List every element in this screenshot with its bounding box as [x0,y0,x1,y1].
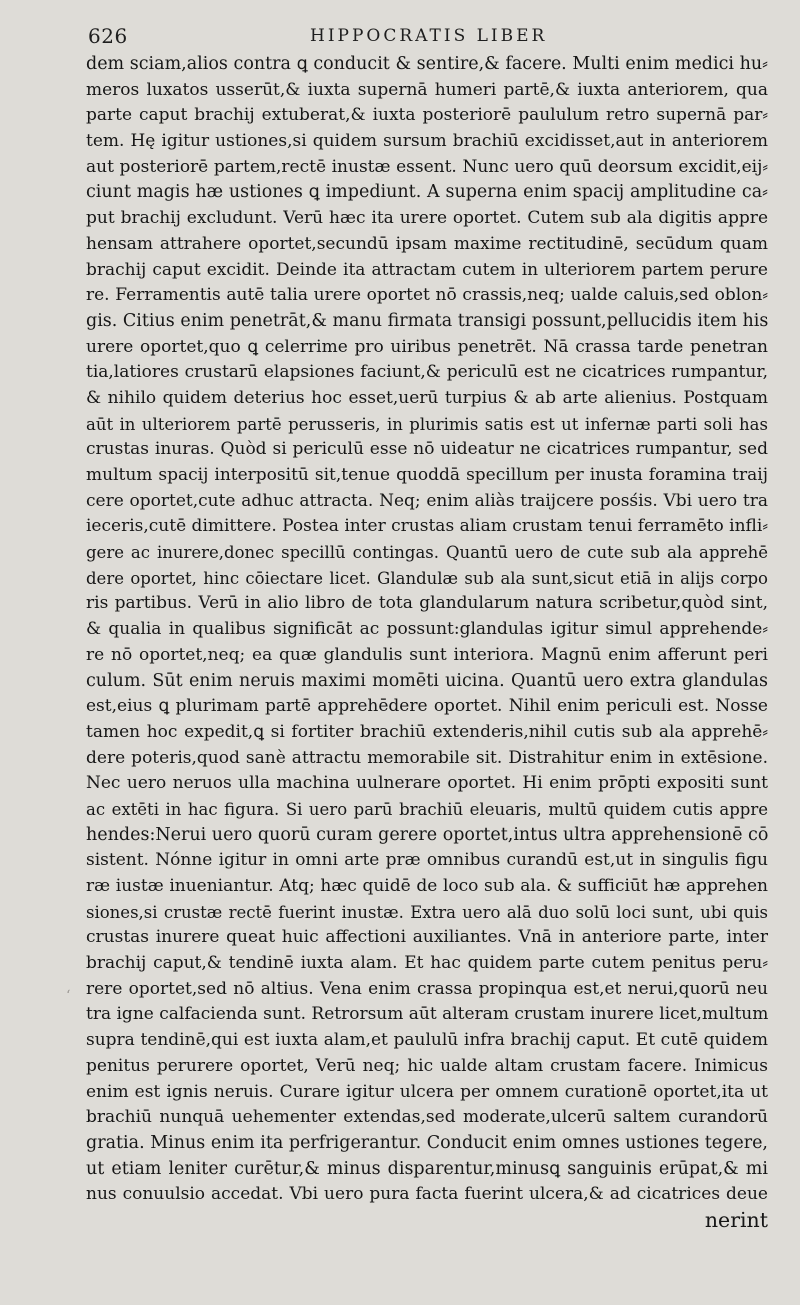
text-line: ut etiam leniter curētur,& minus disparentur,minusꝗ sanguinis erūpat,& mi [86,1158,768,1179]
text-line: brachiū nunquā uehementer extendas,sed moderate,ulcerū saltem curandorū [86,1107,768,1128]
text-line: gratia. Minus enim ita perfrigerantur. Conducit enim omnes ustiones tegere, [86,1132,768,1153]
text-line: crustas inurere queat huic affectioni auxiliantes. Vnā in anteriore parte, inter [86,927,768,948]
text-line: tra igne calfacienda sunt. Retrorsum aūt alteram crustam inurere licet,multum [86,1004,768,1025]
body-text [86,52,768,1234]
text-line: put brachij excludunt. Verū hæc ita urere oportet. Cutem sub ala digitis appre [86,208,768,229]
margin-mark: ʻ [66,988,71,1004]
page-header [88,24,768,50]
text-line: crustas inuras. Quòd si periculū esse nō uideatur ne cicatrices rumpantur, sed [86,439,768,460]
text-line: aūt in ulteriorem partē perusseris, in plurimis satis est ut infernæ parti soli has [86,414,768,434]
text-line: ieceris,cutē dimittere. Postea inter crustas aliam crustam tenui ferramēto infli⸗ [86,516,768,537]
text-line: brachij caput excidit. Deinde ita attractam cutem in ulteriorem partem perure [86,259,768,280]
text-line: re nō oportet,neq; ea quæ glandulis sunt interiora. Magnū enim afferunt peri [86,644,768,665]
text-line: ris partibus. Verū in alio libro de tota glandularum natura scribetur,quòd sint, [86,593,768,614]
text-line: meros luxatos usserūt,& iuxta supernā humeri partē,& iuxta anteriorem, qua [86,79,768,100]
text-line: ræ iustæ inueniantur. Atq; hæc quidē de loco sub ala. & sufficiūt hæ apprehen [86,876,768,896]
text-line: dem sciam,alios contra ꝗ conducit & sentire,& facere. Multi enim medici hu⸗ [86,54,768,74]
text-line: enim est ignis neruis. Curare igitur ulcera per omnem curationē oportet,ita ut [86,1081,768,1102]
text-line: hensam attrahere oportet,secundū ipsam maxime rectitudinē, secūdum quam [86,233,768,254]
text-line: penitus perurere oportet, Verū neq; hic ualde altam crustam facere. Inimicus [86,1055,768,1076]
text-line: re. Ferramentis autē talia urere oportet nō crassis,neq; ualde caluis,sed oblon⸗ [86,285,768,306]
text-line: brachij caput,& tendinē iuxta alam. Et hac quidem parte cutem penitus peru⸗ [86,953,768,974]
text-line: Nec uero neruos ulla machina uulnerare oportet. Hi enim prōpti expositi sunt [86,773,768,794]
text-line: gere ac inurere,donec specillū contingas. Quantū uero de cute sub ala apprehē [86,543,768,563]
text-line: parte caput brachij extuberat,& iuxta posteriorē paululum retro supernā par⸗ [86,105,768,126]
text-line: rere oportet,sed nō altius. Vena enim crassa propinqua est,et nerui,quorū neu [86,978,768,999]
text-line: aut posteriorē partem,rectē inustæ essent. Nunc uero quū deorsum excidit,eij⸗ [86,156,768,177]
text-line: ac extēti in hac figura. Si uero parū brachiū eleuaris, multū quidem cutis appre [86,799,768,819]
text-line: ciunt magis hæ ustiones ꝗ impediunt. A superna enim spacij amplitudine ca⸗ [86,182,768,203]
text-line: dere oportet, hinc cōiectare licet. Glandulæ sub ala sunt,sicut etiā in alijs corpo [86,568,768,588]
text-line: & qualia in qualibus significāt ac possunt:glandulas igitur simul apprehende⸗ [86,619,768,640]
text-line: tem. Hę igitur ustiones,si quidem sursum brachiū excidisset,aut in anteriorem [86,131,768,152]
text-line: gis. Citius enim penetrāt,& manu firmata transigi possunt,pellucidis item his [86,310,768,331]
text-line: multum spacij interpositū sit,tenue quoddā specillum per inusta foramina traij [86,465,768,485]
text-line: hendes:Nerui uero quorū curam gerere oportet,intus ultra apprehensionē cō [86,824,768,845]
running-head: HIPPOCRATIS LIBER [310,26,548,46]
text-line: nerint [704,1207,768,1232]
text-line: & nihilo quidem deterius hoc esset,uerū turpius & ab arte alienius. Postquam [86,387,768,408]
text-line: tia,latiores crustarū elapsiones faciunt,& periculū est ne cicatrices rumpantur, [86,362,768,383]
text-line: sistent. Nónne igitur in omni arte præ omnibus curandū est,ut in singulis figu [86,850,768,871]
text-line: cere oportet,cute adhuc attracta. Neq; enim aliàs traijcere posśis. Vbi uero tra [86,490,768,511]
text-line: supra tendinē,qui est iuxta alam,et paululū infra brachij caput. Et cutē quidem [86,1030,768,1051]
text-line: tamen hoc expedit,ꝗ si fortiter brachiū extenderis,nihil cutis sub ala apprehē⸗ [86,721,768,742]
page-number: 626 [88,24,128,48]
text-line: dere poteris,quod sanè attractu memorabile sit. Distrahitur enim in extēsione. [86,747,768,768]
text-line: culum. Sūt enim neruis maximi momēti uicina. Quantū uero extra glandulas [86,670,768,691]
text-line: est,eius ꝗ plurimam partē apprehēdere oportet. Nihil enim periculi est. Nosse [86,696,768,717]
text-line: urere oportet,quo ꝗ celerrime pro uiribus penetrēt. Nā crassa tarde penetran [86,336,768,357]
text-line: siones,si crustæ rectē fuerint inustæ. Extra uero alā duo solū loci sunt, ubi quis [86,902,768,922]
text-line: nus conuulsio accedat. Vbi uero pura facta fuerint ulcera,& ad cicatrices deue [86,1184,768,1205]
